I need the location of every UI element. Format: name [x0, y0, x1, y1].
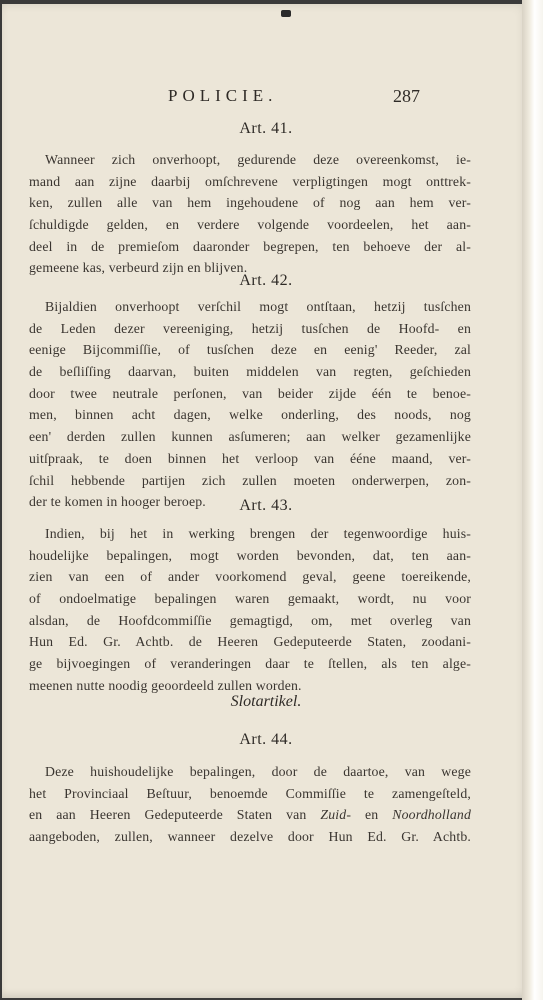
- text-line: deel in de premieſom daaronder begrepen, ten behoeve der al-: [29, 238, 471, 254]
- text-line: men, binnen acht dagen, welke onderling, des noods, nog: [29, 407, 471, 423]
- text-line: de beſliſſing daarvan, buiten middelen van regten, geſchieden: [29, 364, 471, 380]
- text-line: Indien, bij het in werking brengen der tegenwoordige huis-: [45, 526, 471, 541]
- article-42-heading: Art. 42.: [239, 272, 293, 289]
- text-line: ge bijvoegingen of veranderingen daar te ſtellen, als ten alge-: [29, 656, 471, 672]
- slotartikel-heading: Slotartikel.: [230, 693, 302, 710]
- text-line: der te komen in hooger beroep.: [29, 494, 206, 510]
- text-line: aangeboden, zullen, wanneer dezelve door Hun Ed. Gr. Achtb.: [29, 829, 471, 845]
- article-41-heading: Art. 41.: [239, 120, 293, 137]
- text-line: het Provinciaal Beſtuur, benoemde Commiſſie te zamengeſteld,: [29, 785, 471, 801]
- article-43-heading: Art. 43.: [239, 497, 293, 514]
- text-line: Bijaldien onverhoopt verſchil mogt ontſtaan, hetzij tusſchen: [45, 299, 471, 314]
- article-43-text: [29, 523, 471, 697]
- text-line: eenige Bijcommiſſie, of tusſchen deze en eenig' Reeder, zal: [29, 342, 471, 358]
- text-line: of ondoelmatige bepalingen waren gemaakt, wordt, nu voor: [29, 591, 471, 607]
- page-edge: [522, 0, 543, 1000]
- text-segment: en: [351, 807, 393, 823]
- text-line: de Leden dezer vereeniging, hetzij tusſchen de Hoofd- en: [29, 320, 471, 336]
- running-title: POLICIE.: [168, 86, 278, 105]
- text-line: zien van een of ander voorkomend geval, geene toereikende,: [29, 569, 471, 585]
- text-line: een' derden zullen kunnen asſumeren; aan welker gezamenlijke: [29, 429, 471, 445]
- text-line: gemeene kas, verbeurd zijn en blijven.: [29, 260, 248, 276]
- text-line: houdelijke bepalingen, mogt worden bevonden, dat, ten aan-: [29, 547, 471, 563]
- binding-mark: [281, 10, 291, 17]
- text-line: Hun Ed. Gr. Achtb. de Heeren Gedeputeerde Staten, zoodani-: [29, 634, 471, 650]
- text-line: mand aan zijne daarbij omſchrevene verpligtingen mogt onttrek-: [29, 173, 471, 189]
- text-line: meenen nutte noodig geoordeeld zullen worden.: [29, 677, 302, 693]
- text-line: ſchil hebbende partijen zich zullen moeten onderwerpen, zon-: [29, 472, 471, 488]
- text-line: ken, zullen alle van hem ingehoudene of nog aan hem ver-: [29, 195, 471, 211]
- article-42-text: [29, 296, 471, 513]
- text-line: Wanneer zich onverhoopt, gedurende deze overeenkomst, ie-: [45, 152, 471, 167]
- text-line: ſchuldigde gelden, en verdere volgende voordeelen, het aan-: [29, 217, 471, 233]
- text-segment: en aan Heeren Gedeputeerde Staten van: [29, 807, 321, 823]
- text-line: alsdan, de Hoofdcommiſſie gemagtigd, om, met overleg van: [29, 612, 471, 628]
- text-line: Deze huishoudelijke bepalingen, door de daartoe, van wege: [45, 764, 471, 779]
- text-line-mixed: [29, 804, 471, 826]
- italic-place-name: Noordholland: [392, 807, 471, 823]
- text-line: uitſpraak, te doen binnen het verloop van ééne maand, ver-: [29, 450, 471, 466]
- book-page: [2, 4, 530, 998]
- running-header: [2, 86, 530, 110]
- article-41-text: [29, 149, 471, 279]
- italic-place-name: Zuid-: [320, 807, 352, 823]
- page-number: 287: [393, 86, 420, 106]
- article-44-heading: Art. 44.: [239, 731, 293, 748]
- article-44-text: [29, 761, 471, 848]
- text-line: door twee neutrale perſonen, van beider zijde één te benoe-: [29, 385, 471, 401]
